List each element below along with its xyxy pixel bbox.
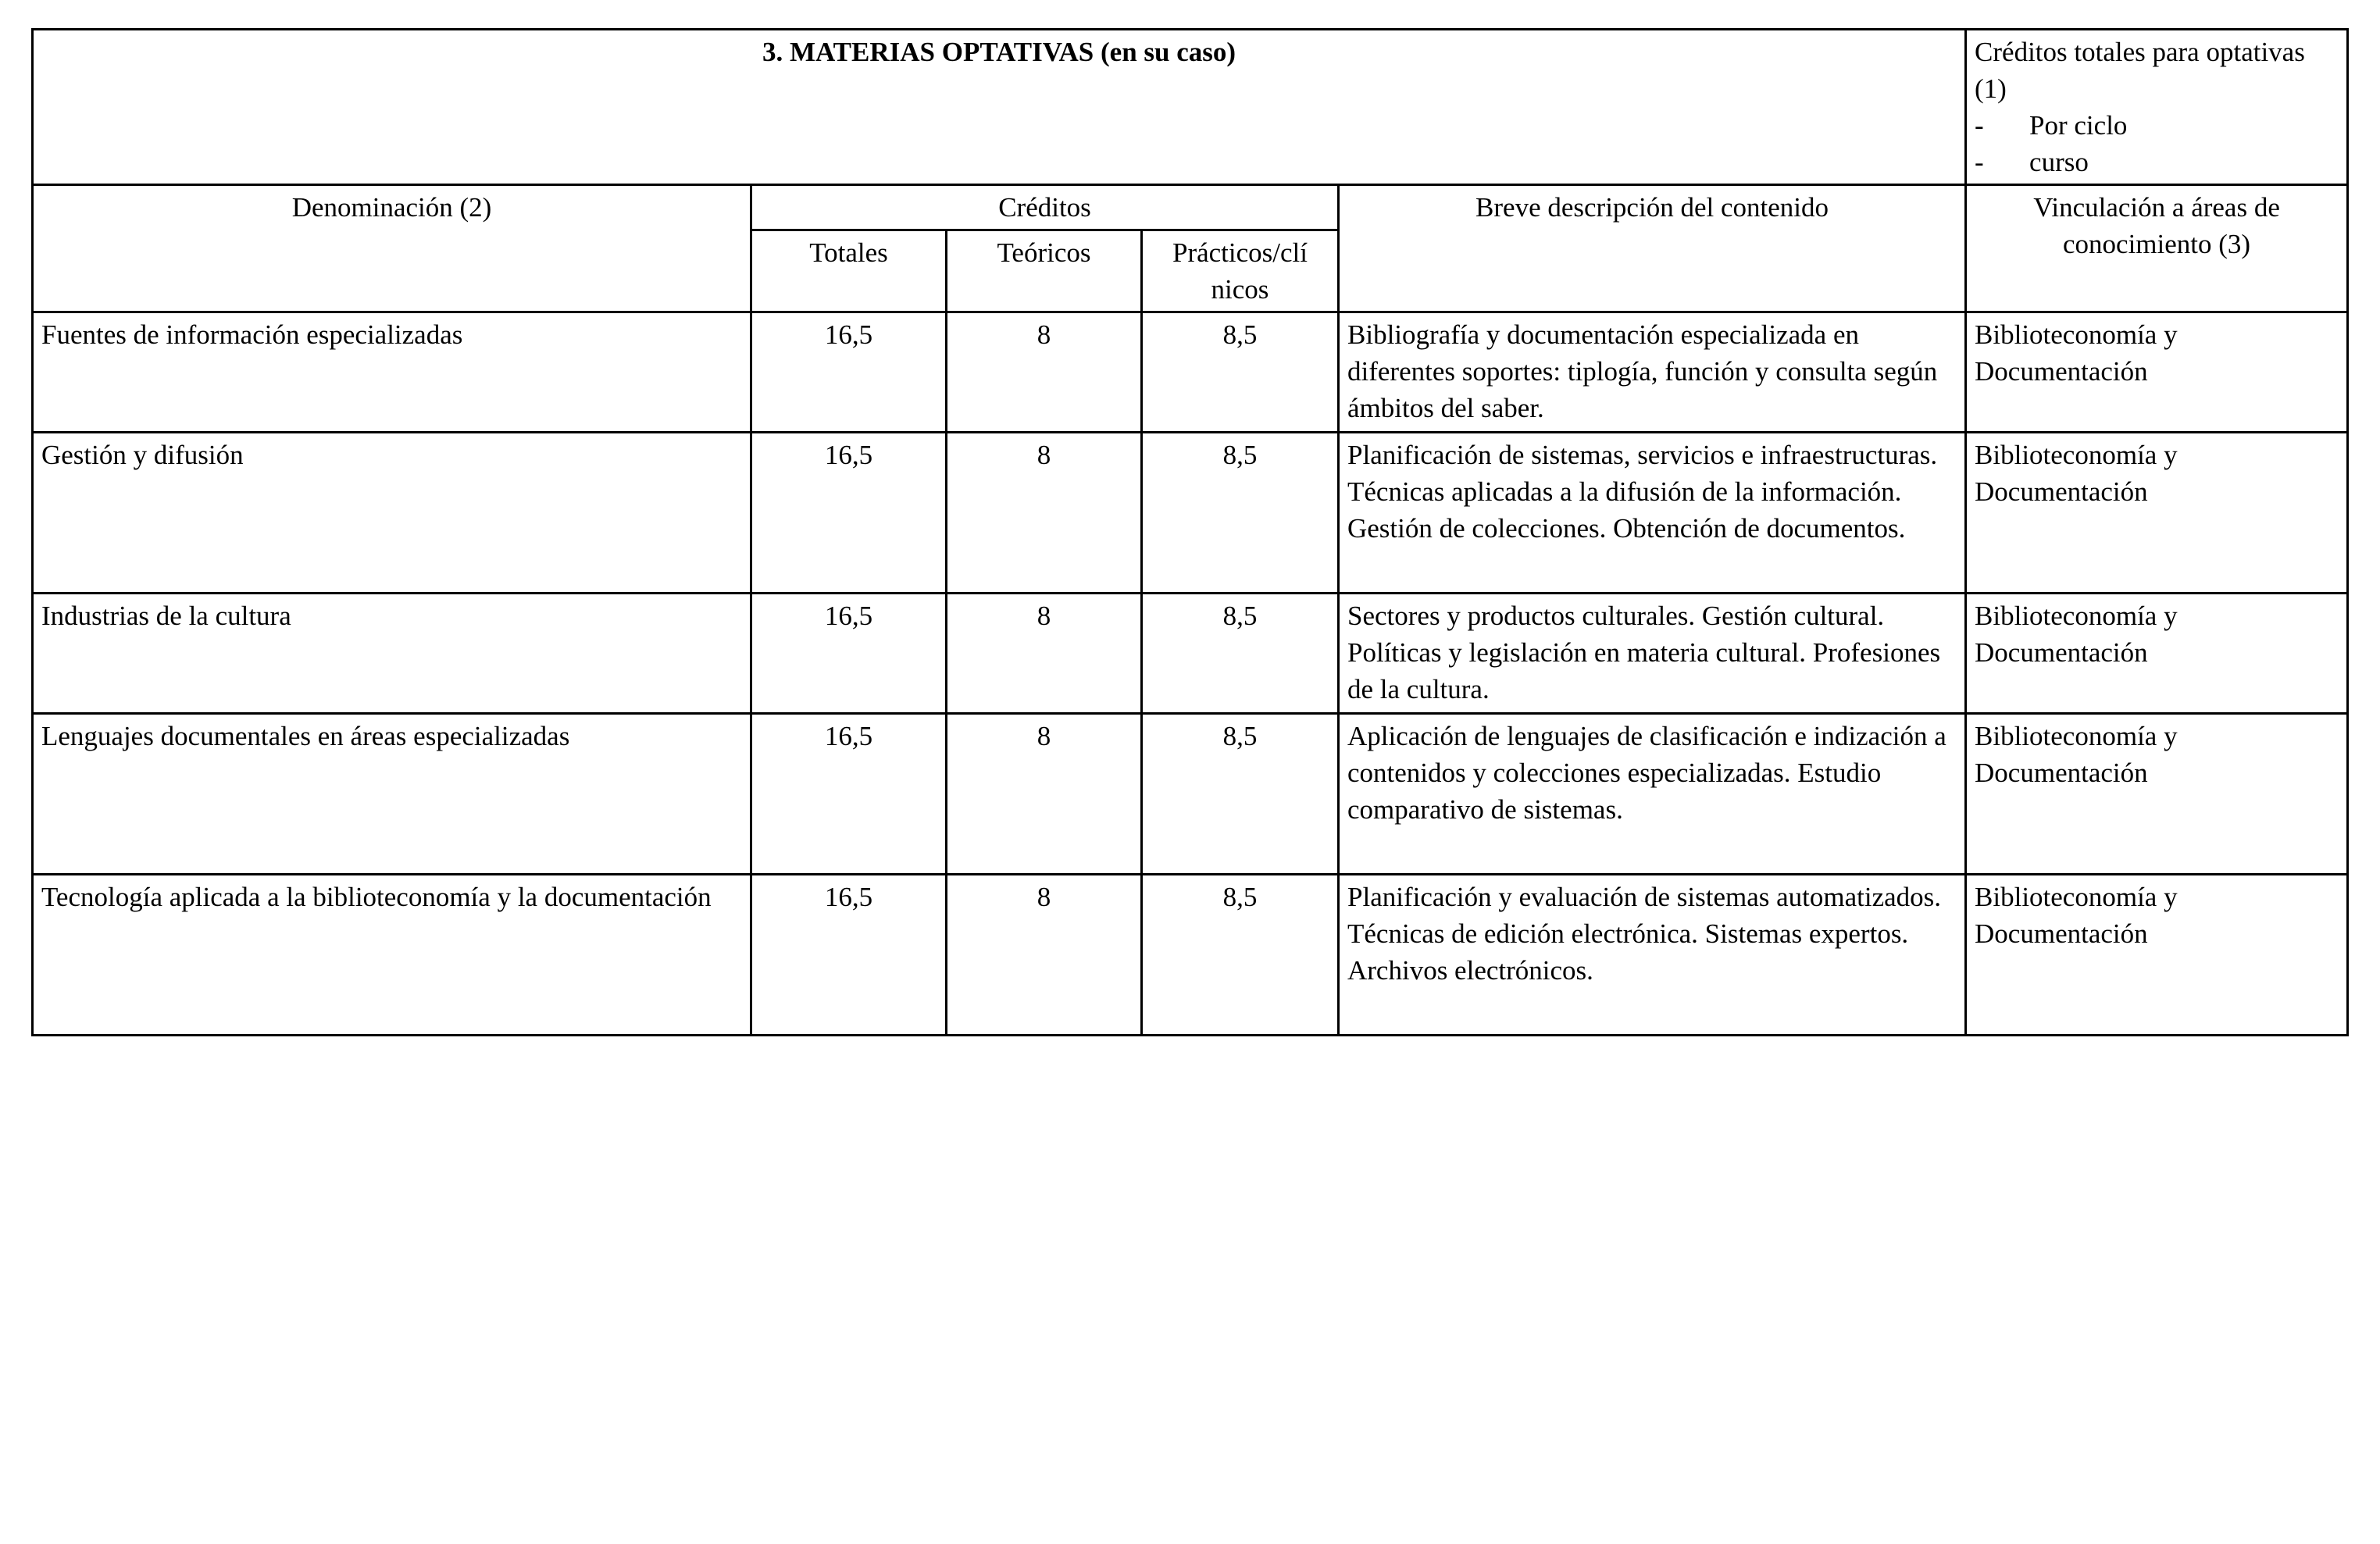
subject-description: Aplicación de lenguajes de clasificación e indización a contenidos y colecciones especializadas. Estudio comparativo de sistemas. bbox=[1339, 714, 1966, 875]
table-row bbox=[33, 594, 2348, 714]
header-totales: Totales bbox=[751, 230, 947, 312]
header-teoricos: Teóricos bbox=[947, 230, 1142, 312]
credits-teoricos: 8 bbox=[947, 312, 1142, 433]
credits-teoricos: 8 bbox=[947, 714, 1142, 875]
subject-description: Planificación de sistemas, servicios e infraestructuras. Técnicas aplicadas a la difusión de la información. Gestión de colecciones. Obtención de documentos. bbox=[1339, 433, 1966, 594]
subject-description: Planificación y evaluación de sistemas automatizados. Técnicas de edición electrónica. Sistemas expertos. Archivos electrónicos. bbox=[1339, 875, 1966, 1036]
credits-practicos: 8,5 bbox=[1142, 312, 1339, 433]
table-row bbox=[33, 433, 2348, 594]
header-creditos: Créditos bbox=[751, 185, 1339, 230]
knowledge-area: Biblioteconomía y Documentación bbox=[1966, 312, 2348, 433]
credits-totales: 16,5 bbox=[751, 714, 947, 875]
section-title: 3. MATERIAS OPTATIVAS (en su caso) bbox=[33, 30, 1966, 185]
knowledge-area: Biblioteconomía y Documentación bbox=[1966, 433, 2348, 594]
knowledge-area: Biblioteconomía y Documentación bbox=[1966, 714, 2348, 875]
credits-teoricos: 8 bbox=[947, 433, 1142, 594]
optional-credits-item: - curso bbox=[1975, 147, 2089, 177]
credits-totales: 16,5 bbox=[751, 875, 947, 1036]
knowledge-area: Biblioteconomía y Documentación bbox=[1966, 594, 2348, 714]
credits-teoricos: 8 bbox=[947, 594, 1142, 714]
header-descripcion: Breve descripción del contenido bbox=[1339, 185, 1966, 312]
credits-totales: 16,5 bbox=[751, 594, 947, 714]
credits-practicos: 8,5 bbox=[1142, 875, 1339, 1036]
table-row bbox=[33, 312, 2348, 433]
subject-name: Fuentes de información especializadas bbox=[33, 312, 751, 433]
table-row bbox=[33, 714, 2348, 875]
credits-practicos: 8,5 bbox=[1142, 594, 1339, 714]
knowledge-area: Biblioteconomía y Documentación bbox=[1966, 875, 2348, 1036]
subject-description: Bibliografía y documentación especializada en diferentes soportes: tiplogía, función y consulta según ámbitos del saber. bbox=[1339, 312, 1966, 433]
header-vinculacion: Vinculación a áreas de conocimiento (3) bbox=[1966, 185, 2348, 312]
optional-subjects-table bbox=[31, 28, 2349, 1036]
credits-teoricos: 8 bbox=[947, 875, 1142, 1036]
optional-credits-item: - Por ciclo bbox=[1975, 110, 2128, 141]
header-denominacion: Denominación (2) bbox=[33, 185, 751, 312]
table-body bbox=[33, 312, 2348, 1036]
subject-name: Tecnología aplicada a la biblioteconomía y la documentación bbox=[33, 875, 751, 1036]
credits-totales: 16,5 bbox=[751, 312, 947, 433]
column-header-row bbox=[33, 185, 2348, 230]
subject-name: Industrias de la cultura bbox=[33, 594, 751, 714]
table-row bbox=[33, 875, 2348, 1036]
subject-name: Gestión y difusión bbox=[33, 433, 751, 594]
credits-practicos: 8,5 bbox=[1142, 714, 1339, 875]
subject-name: Lenguajes documentales en áreas especializadas bbox=[33, 714, 751, 875]
subject-description: Sectores y productos culturales. Gestión cultural. Políticas y legislación en materia cultural. Profesiones de la cultura. bbox=[1339, 594, 1966, 714]
credits-practicos: 8,5 bbox=[1142, 433, 1339, 594]
header-practicos: Prácticos/clí nicos bbox=[1142, 230, 1339, 312]
credits-totales: 16,5 bbox=[751, 433, 947, 594]
optional-credits-cell bbox=[1966, 30, 2348, 185]
optional-credits-title: Créditos totales para optativas (1) bbox=[1975, 37, 2305, 104]
section-header-row bbox=[33, 30, 2348, 185]
